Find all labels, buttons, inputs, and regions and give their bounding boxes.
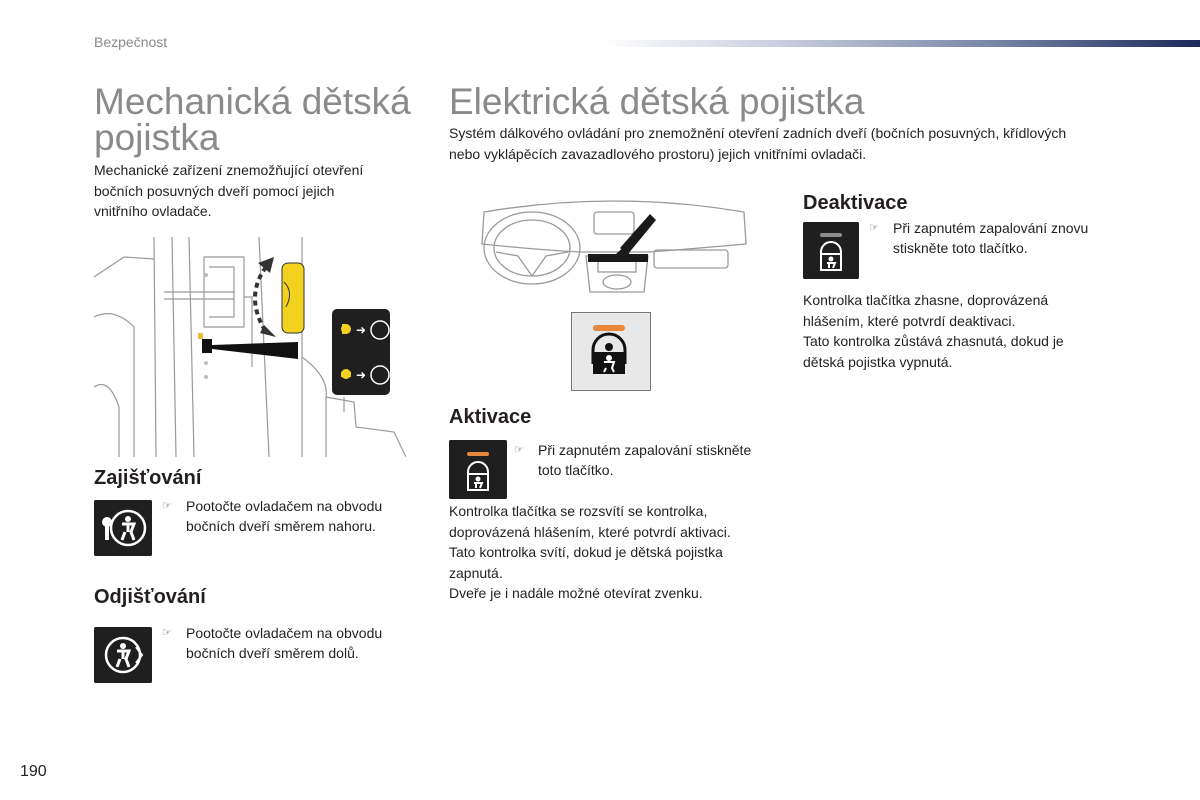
locking-text-line: Pootočte ovladačem na obvodu xyxy=(186,498,383,514)
mechanical-intro xyxy=(94,160,363,222)
activation-text-line: Kontrolka tlačítka se rozsvítí se kontrolka, xyxy=(449,503,708,519)
activation-text-line: Tato kontrolka svítí, dokud je dětská pojistka xyxy=(449,544,723,560)
activation-heading: Aktivace xyxy=(449,406,532,428)
electric-intro xyxy=(449,123,1066,164)
bullet-hand-icon: ☞ xyxy=(162,627,172,639)
unlocking-text-line: bočních dveří směrem dolů. xyxy=(186,645,359,661)
child-lock-on-icon xyxy=(94,500,152,556)
header-gradient-bar xyxy=(600,40,1200,47)
unlocking-heading: Odjišťování xyxy=(94,586,206,608)
activation-text-line: doprovázená hlášením, které potvrdí aktivaci. xyxy=(449,523,731,540)
page-number: 190 xyxy=(20,763,47,780)
mechanical-intro-line: Mechanické zařízení znemožňující otevření xyxy=(94,162,364,178)
locking-instruction xyxy=(162,496,383,536)
electric-intro-line: Systém dálkového ovládání pro znemožnění otevření zadních dveří (bočních posuvných, křídlových xyxy=(449,125,1067,141)
deactivation-text-line: dětská pojistka vypnutá. xyxy=(803,353,953,370)
deactivation-text-line: hlášením, které potvrdí deaktivaci. xyxy=(803,312,1016,329)
activation-text-line: Dveře je i nadále možné otevírat zvenku. xyxy=(449,585,703,601)
door-lock-illustration xyxy=(94,237,406,457)
unlocking-instruction xyxy=(162,623,383,663)
mechanical-title xyxy=(94,81,411,158)
child-lock-button-detail xyxy=(571,312,651,391)
mechanical-intro-line: vnitřního ovladače. xyxy=(94,203,212,219)
mechanical-title-line1: Mechanická dětská xyxy=(94,81,411,122)
deactivation-instruction xyxy=(869,218,1089,258)
section-label: Bezpečnost xyxy=(94,34,168,50)
deactivation-bullet-line: stiskněte toto tlačítko. xyxy=(893,240,1028,256)
bullet-hand-icon: ☞ xyxy=(869,222,879,234)
child-lock-button-off-icon xyxy=(803,222,859,279)
activation-bullet-line: Při zapnutém zapalování stiskněte xyxy=(538,442,752,458)
svg-text:➜: ➜ xyxy=(356,368,367,382)
svg-text:➜: ➜ xyxy=(356,323,367,337)
bullet-hand-icon: ☞ xyxy=(162,500,172,512)
deactivation-heading: Deaktivace xyxy=(803,192,908,214)
deactivation-text-line: Kontrolka tlačítka zhasne, doprovázená xyxy=(803,292,1049,308)
deactivation-description xyxy=(803,290,1064,372)
bullet-hand-icon: ☞ xyxy=(514,444,524,456)
mechanical-intro-line: bočních posuvných dveří pomocí jejich xyxy=(94,182,335,199)
activation-description xyxy=(449,501,731,604)
mechanical-title-line2: pojistka xyxy=(94,117,220,158)
locking-text-line: bočních dveří směrem nahoru. xyxy=(186,518,376,534)
activation-instruction xyxy=(514,440,752,480)
child-lock-button-on-icon xyxy=(449,440,507,499)
unlocking-text-line: Pootočte ovladačem na obvodu xyxy=(186,625,383,641)
activation-bullet-line: toto tlačítko. xyxy=(538,462,614,478)
dashboard-illustration xyxy=(478,196,750,300)
child-lock-off-icon xyxy=(94,627,152,683)
deactivation-bullet-line: Při zapnutém zapalování znovu xyxy=(893,220,1089,236)
activation-text-line: zapnutá. xyxy=(449,564,503,581)
electric-title: Elektrická dětská pojistka xyxy=(449,81,865,122)
electric-intro-line: nebo vyklápěcích zavazadlového prostoru) jejich vnitřními ovladači. xyxy=(449,145,867,162)
deactivation-text-line: Tato kontrolka zůstává zhasnutá, dokud je xyxy=(803,333,1064,349)
locking-heading: Zajišťování xyxy=(94,467,202,489)
